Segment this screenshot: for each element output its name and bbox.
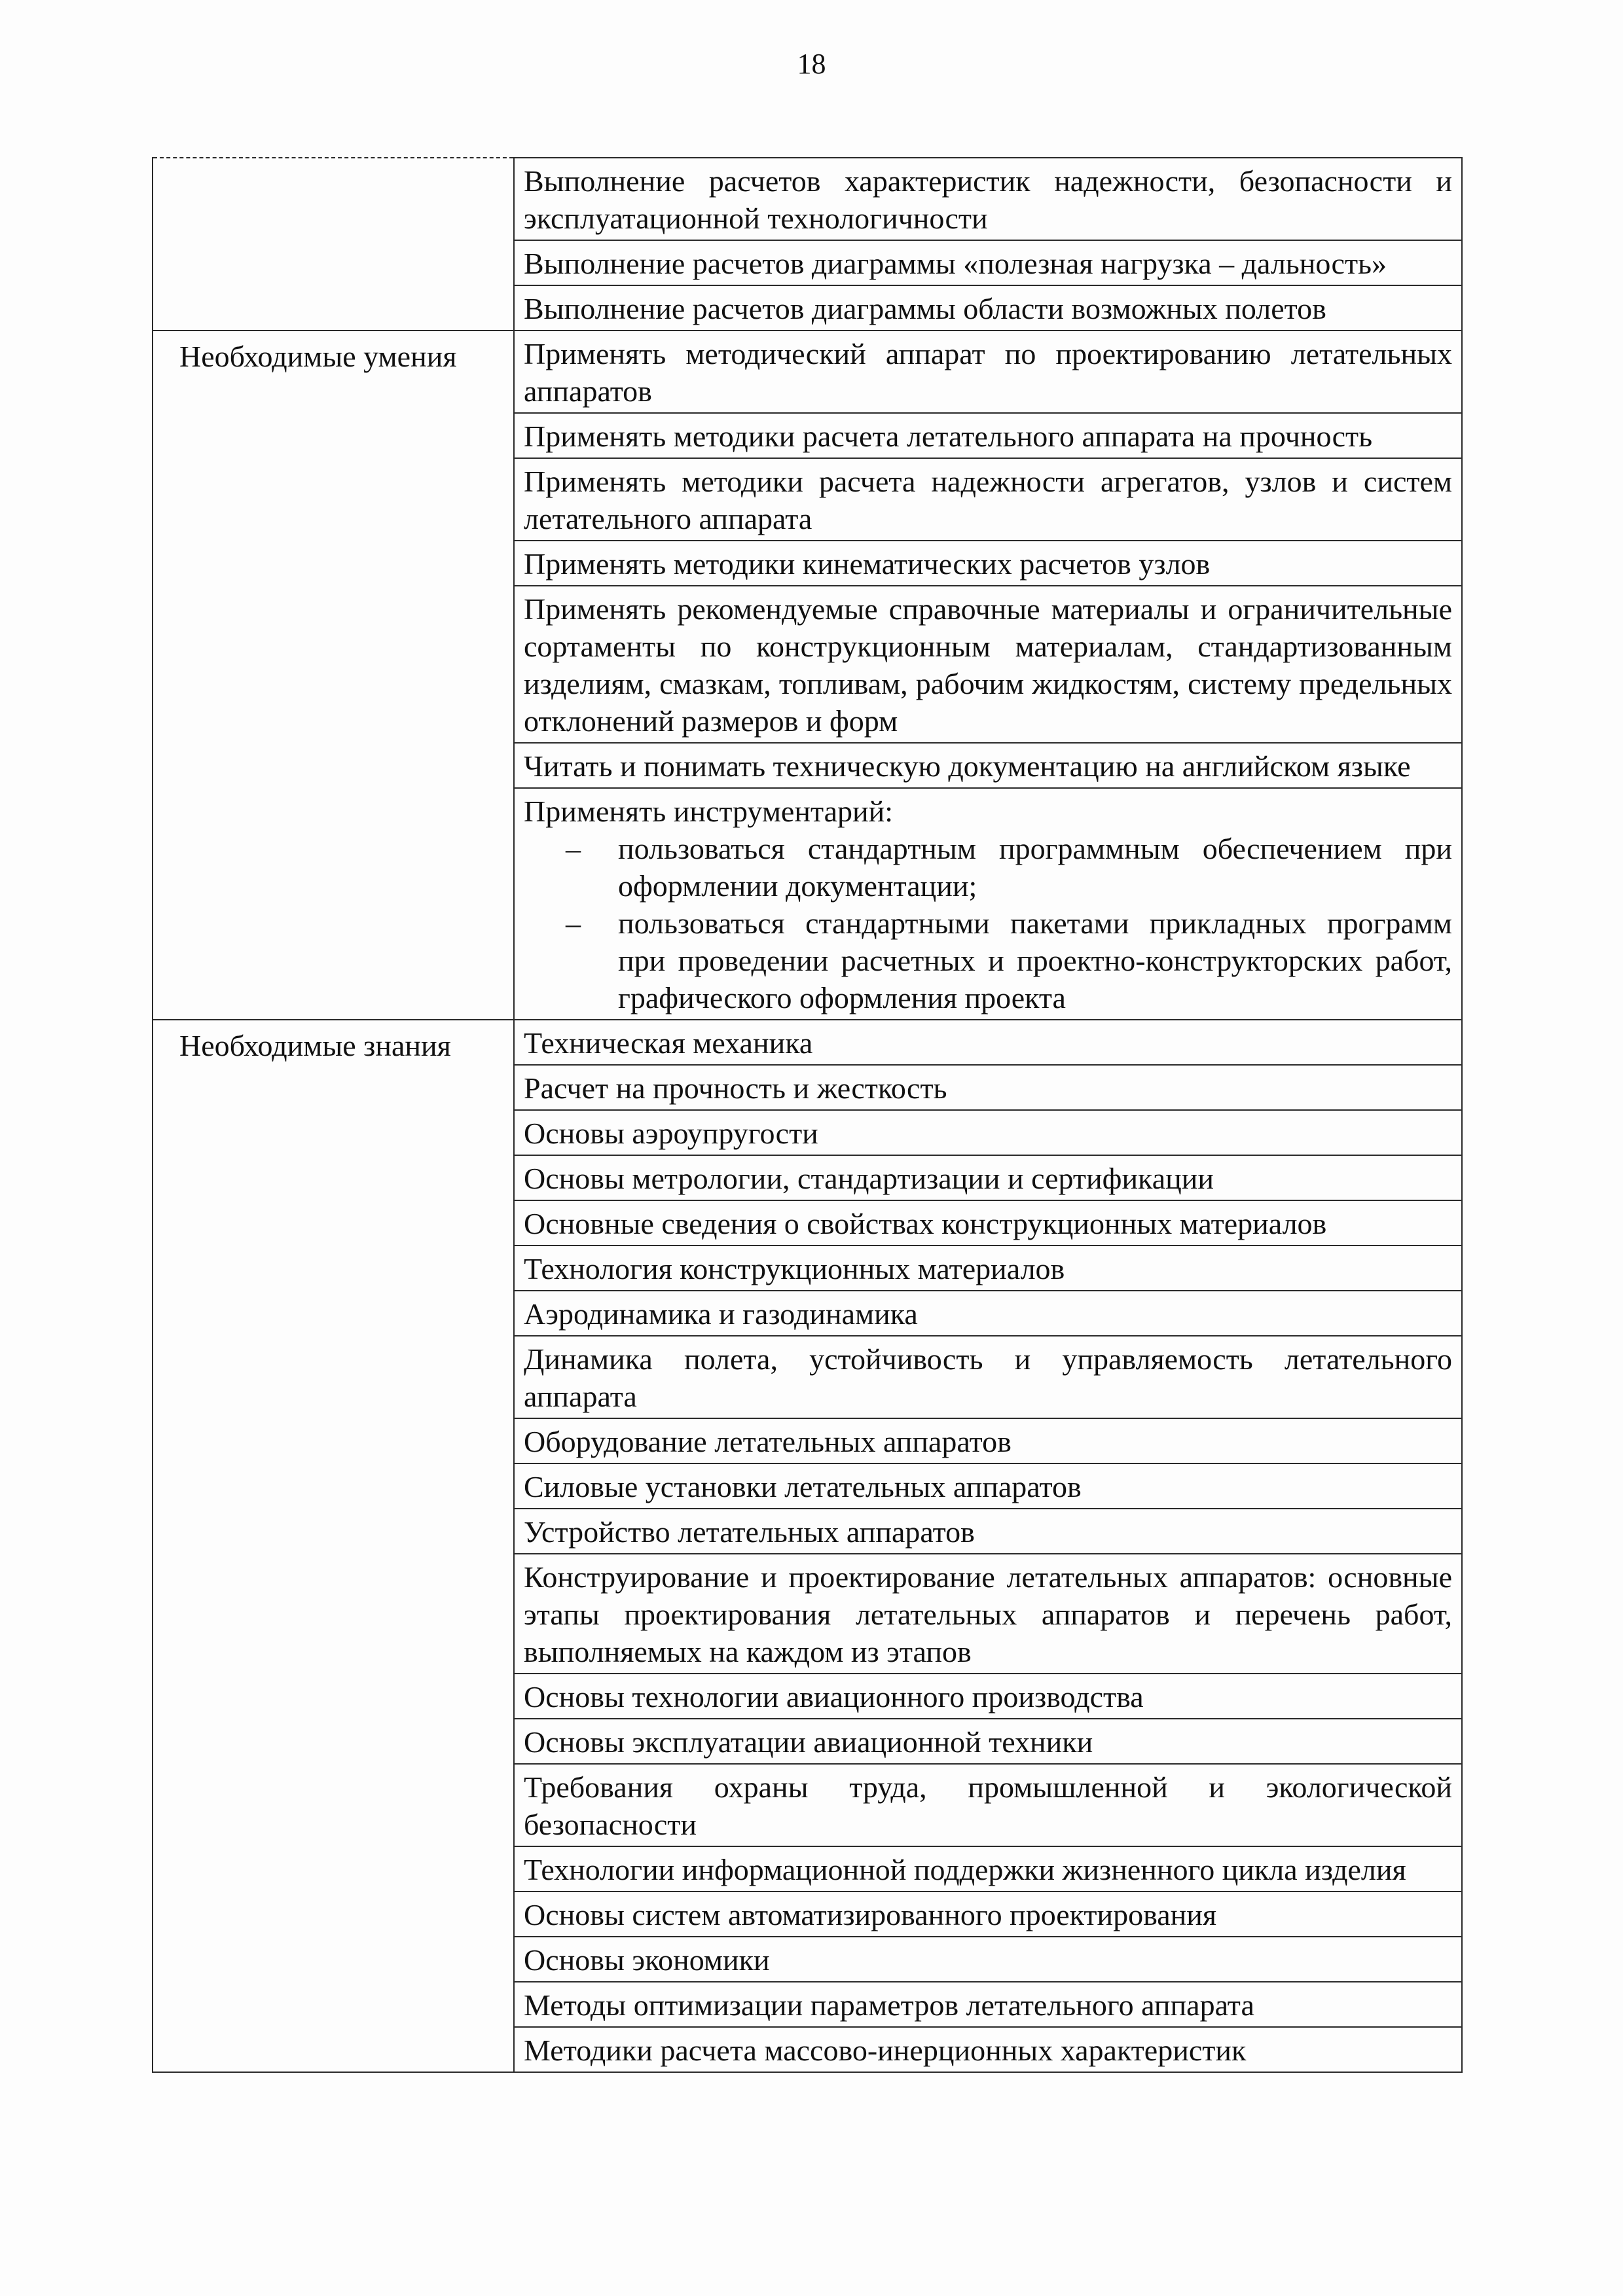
table-cell: Методы оптимизации параметров летательного аппарата [514, 1982, 1462, 2027]
knowledge-label: Необходимые знания [153, 1020, 514, 2072]
table-cell: Читать и понимать техническую документацию на английском языке [514, 743, 1462, 788]
table-row [153, 331, 1462, 413]
table-cell: Выполнение расчетов диаграммы области возможных полетов [514, 285, 1462, 331]
list-item: – пользоваться стандартным программным обеспечением при оформлении документации; [566, 830, 1452, 905]
table-cell: Основы систем автоматизированного проектирования [514, 1892, 1462, 1937]
table-cell: Основы экономики [514, 1937, 1462, 1982]
table-cell: Применять рекомендуемые справочные материалы и ограничительные сортаменты по конструкционным материалам, стандартизованным изделиям, смазкам, топливам, рабочим жидкостям, систему предельных отклонений размеров и форм [514, 586, 1462, 743]
table-row [153, 158, 1462, 240]
table-cell: Оборудование летательных аппаратов [514, 1418, 1462, 1463]
table-cell: Основы аэроупругости [514, 1110, 1462, 1155]
table-cell: Основы технологии авиационного производства [514, 1674, 1462, 1719]
table-cell: Основные сведения о свойствах конструкционных материалов [514, 1200, 1462, 1246]
table-cell: Техническая механика [514, 1020, 1462, 1065]
table-cell: Расчет на прочность и жесткость [514, 1065, 1462, 1110]
tools-heading: Применять инструментарий: [524, 795, 894, 828]
table-cell: Основы метрологии, стандартизации и сертификации [514, 1155, 1462, 1200]
page-number: 18 [797, 48, 826, 80]
table-cell: Применять методики расчета надежности агрегатов, узлов и систем летательного аппарата [514, 458, 1462, 541]
table-cell: Аэродинамика и газодинамика [514, 1291, 1462, 1336]
table-cell: Выполнение расчетов характеристик надежности, безопасности и эксплуатационной технологичности [514, 158, 1462, 240]
table-cell: Конструирование и проектирование летательных аппаратов: основные этапы проектирования летательных аппаратов и перечень работ, выполняемых на каждом из этапов [514, 1554, 1462, 1674]
list-item: – пользоваться стандартными пакетами прикладных программ при проведении расчетных и проектно-конструкторских работ, графического оформления проекта [566, 905, 1452, 1016]
table-cell: Методики расчета массово-инерционных характеристик [514, 2027, 1462, 2072]
table-cell: Применять методики расчета летательного аппарата на прочность [514, 413, 1462, 458]
table-cell: Технологии информационной поддержки жизненного цикла изделия [514, 1846, 1462, 1892]
table-cell: Устройство летательных аппаратов [514, 1509, 1462, 1554]
competency-table [152, 157, 1463, 2073]
table-cell: Основы эксплуатации авиационной техники [514, 1719, 1462, 1764]
table-cell: Применять методики кинематических расчетов узлов [514, 541, 1462, 586]
tools-list [524, 830, 1452, 1016]
table-cell: Применять методический аппарат по проектированию летательных аппаратов [514, 331, 1462, 413]
table-cell: Требования охраны труда, промышленной и экологической безопасности [514, 1764, 1462, 1846]
table-cell: Выполнение расчетов диаграммы «полезная нагрузка – дальность» [514, 240, 1462, 285]
table-cell: Технология конструкционных материалов [514, 1246, 1462, 1291]
skills-label: Необходимые умения [153, 331, 514, 1020]
tools-cell [514, 788, 1462, 1020]
table-row [153, 1020, 1462, 1065]
continued-label-cell [153, 158, 514, 331]
table-cell: Динамика полета, устойчивость и управляемость летательного аппарата [514, 1336, 1462, 1418]
table-cell: Силовые установки летательных аппаратов [514, 1463, 1462, 1509]
